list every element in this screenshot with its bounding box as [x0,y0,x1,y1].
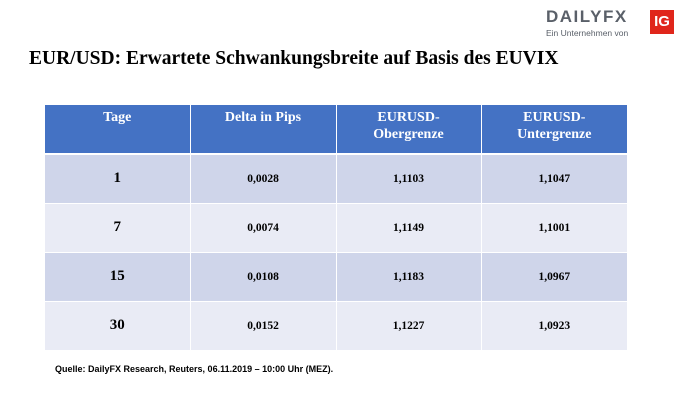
cell-upper: 1,1227 [336,301,481,350]
cell-days: 30 [45,301,190,350]
table-row [45,301,627,350]
header-obergrenze [336,105,481,154]
cell-delta: 0,0108 [190,252,336,301]
header-untergrenze [481,105,627,154]
cell-lower: 1,1001 [481,203,627,252]
logo-wordmark [546,7,628,27]
cell-lower: 1,1047 [481,154,627,203]
logo-word-daily: DAILY [546,7,603,26]
cell-days: 1 [45,154,190,203]
header-untergrenze-line1: EURUSD- [523,110,586,125]
header-obergrenze-line2: Obergrenze [373,127,444,142]
header-obergrenze-line1: EURUSD- [377,110,440,125]
cell-days: 7 [45,203,190,252]
header-tage [45,105,190,154]
ig-badge: IG [650,10,674,34]
header-untergrenze-line2: Untergrenze [517,127,592,142]
header-delta [190,105,336,154]
logo-word-fx: FX [602,7,628,26]
cell-delta: 0,0152 [190,301,336,350]
cell-delta: 0,0074 [190,203,336,252]
cell-upper: 1,1149 [336,203,481,252]
table-row [45,154,627,203]
header-tage-label: Tage [103,110,132,125]
logo-tagline: Ein Unternehmen von [546,28,629,38]
source-note: Quelle: DailyFX Research, Reuters, 06.11.2019 – 10:00 Uhr (MEZ). [55,364,334,374]
table-header-row [45,105,627,154]
cell-days: 15 [45,252,190,301]
cell-upper: 1,1183 [336,252,481,301]
cell-lower: 1,0967 [481,252,627,301]
table-row [45,252,627,301]
page-title: EUR/USD: Erwartete Schwankungsbreite auf Basis des EUVIX [29,48,559,69]
header-delta-label: Delta in Pips [224,110,302,125]
range-table [45,105,627,351]
cell-upper: 1,1103 [336,154,481,203]
dailyfx-logo [546,4,676,42]
cell-delta: 0,0028 [190,154,336,203]
cell-lower: 1,0923 [481,301,627,350]
table-row [45,203,627,252]
